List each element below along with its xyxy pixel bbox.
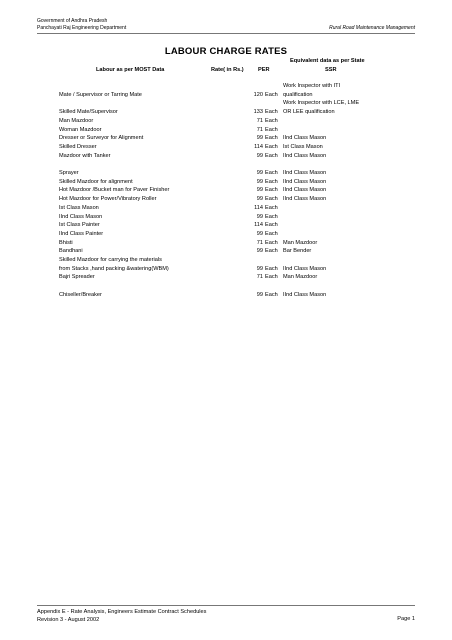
rate-value: 120: [253, 91, 263, 98]
org-name: Government of Andhra Pradesh: [37, 18, 108, 24]
table-row: [0, 160, 452, 168]
table-row: [0, 204, 452, 212]
equivalent-ssr: IInd Class Mason: [283, 135, 327, 142]
table-row: [0, 99, 452, 107]
table-row: [0, 169, 452, 177]
per-unit: Each: [265, 170, 278, 176]
labour-name: Bandhani: [59, 248, 83, 255]
table-row: [0, 230, 452, 238]
per-unit: Each: [265, 117, 278, 124]
revision-date: Revision 3 - August 2002: [37, 617, 100, 623]
table-row: [0, 256, 452, 264]
equivalent-ssr: IInd Class Mason: [283, 178, 327, 185]
rate-value: 99: [256, 265, 263, 272]
labour-name: Sprayer: [59, 170, 79, 176]
equivalent-ssr: OR LEE qualification: [283, 109, 335, 116]
equivalent-ssr: IInd Class Mason: [283, 152, 327, 159]
labour-name: Man Mazdoor: [59, 117, 94, 124]
per-unit: Each: [265, 230, 278, 237]
equivalent-ssr: Ist Class Mason: [283, 143, 323, 150]
table-row: [0, 195, 452, 203]
labour-name: Mazdoor with Tanker: [59, 152, 111, 159]
table-row: [0, 178, 452, 186]
per-unit: Each: [265, 152, 278, 159]
rate-value: 133: [253, 109, 263, 116]
table-row: [0, 108, 452, 116]
labour-name: Ist Class Mason: [59, 204, 99, 211]
labour-name: Skilled Mazdoor for alignment: [59, 178, 133, 185]
department-name: Panchayati Raj Engineering Department: [37, 25, 127, 31]
labour-name: IInd Class Painter: [59, 230, 104, 237]
labour-name: IInd Class Mason: [59, 213, 103, 220]
table-row: [0, 82, 452, 90]
footer-divider: [37, 605, 415, 606]
labour-header: Labour as per MOST Data: [96, 67, 165, 73]
rate-value: 114: [254, 222, 263, 229]
rate-value: 99: [256, 196, 263, 203]
labour-name: from Stacks ,hand packing &watering(WBM): [59, 265, 169, 272]
equivalent-ssr: qualification: [283, 91, 313, 98]
organization-block: [37, 18, 126, 32]
table-row: [0, 117, 452, 125]
rate-value: 99: [256, 187, 263, 194]
equivalent-ssr: Man Mazdoor: [283, 274, 318, 281]
table-row: [0, 152, 452, 160]
labour-name: Bajri Spreader: [59, 274, 95, 281]
labour-name: Skilled Mazdoor for carrying the materials: [59, 257, 162, 263]
equivalent-ssr: Man Mazdoor: [283, 239, 318, 246]
rate-value: 71: [256, 117, 263, 124]
per-unit: Each: [265, 222, 278, 229]
page-title: LABOUR CHARGE RATES: [164, 46, 288, 57]
table-row: [0, 265, 452, 273]
rate-value: 99: [256, 135, 263, 142]
table-row: [0, 239, 452, 247]
table-row: [0, 273, 452, 281]
equivalent-ssr: Bar Bender: [283, 248, 312, 255]
appendix-title: Appendix E - Rate Analysis, Engineers Estimate Contract Schedules: [37, 609, 207, 615]
per-unit: Each: [265, 91, 278, 98]
labour-name: Dresser or Surveyor for Alignment: [59, 135, 144, 142]
per-unit: Each: [265, 187, 278, 194]
rate-value: 71: [256, 274, 263, 281]
table-row: [0, 221, 452, 229]
table-row: [0, 291, 452, 299]
labour-name: Mate / Supervisor or Tarring Mate: [59, 91, 142, 98]
per-unit: Each: [265, 204, 278, 211]
rate-value: 71: [256, 126, 263, 133]
labour-name: Bhisti: [59, 239, 73, 246]
per-unit: Each: [265, 178, 278, 185]
table-row: [0, 186, 452, 194]
per-unit: Each: [265, 239, 278, 246]
equivalent-header-line1: Equivalent data as per State: [290, 58, 365, 64]
per-unit: Each: [265, 196, 278, 203]
rate-value: 99: [256, 178, 263, 185]
rate-value: 99: [256, 152, 263, 159]
table-row: [0, 247, 452, 255]
rate-value: 114: [254, 143, 263, 150]
labour-name: Skilled Dresser: [59, 143, 97, 150]
table-row: [0, 282, 452, 290]
labour-name: Hot Mazdoor for Power/Vibratory Roller: [59, 196, 157, 203]
equivalent-ssr: IInd Class Mason: [283, 187, 327, 194]
per-header: PER: [258, 67, 270, 73]
document-series: Rural Road Maintenance Management: [329, 25, 415, 31]
labour-name: Ist Class Painter: [59, 222, 100, 229]
table-row: [0, 126, 452, 134]
equivalent-ssr: IInd Class Mason: [283, 265, 327, 272]
equivalent-ssr: Work Inspector with ITI: [283, 83, 341, 89]
per-unit: Each: [265, 274, 278, 281]
equivalent-header-line2: SSR: [325, 67, 337, 73]
rate-value: 114: [254, 204, 263, 211]
table-row: [0, 213, 452, 221]
labour-name: Skilled Mate/Supervisor: [59, 109, 118, 116]
page-number: Page 1: [397, 616, 415, 622]
labour-name: Woman Mazdoor: [59, 126, 102, 133]
per-unit: Each: [265, 126, 278, 133]
table-row: [0, 134, 452, 142]
per-unit: Each: [265, 248, 278, 255]
equivalent-ssr: IInd Class Mason: [283, 291, 327, 298]
equivalent-ssr: Work Inspector with LCE, LME: [283, 100, 360, 107]
labour-name: Chiseller/Breaker: [59, 291, 102, 298]
rate-value: 99: [256, 213, 263, 220]
table-row: [0, 91, 452, 99]
rate-value: 99: [256, 170, 263, 176]
footer-info: [37, 608, 206, 624]
equivalent-ssr: IInd Class Mason: [283, 170, 327, 176]
table-row: [0, 143, 452, 151]
per-unit: Each: [265, 109, 278, 116]
rate-value: 99: [256, 230, 263, 237]
per-unit: Each: [265, 135, 278, 142]
header-divider: [37, 33, 415, 34]
per-unit: Each: [265, 143, 278, 150]
per-unit: Each: [265, 291, 278, 298]
equivalent-ssr: IInd Class Mason: [283, 196, 327, 203]
per-unit: Each: [265, 265, 278, 272]
rate-header: Rate( in Rs.): [211, 67, 244, 73]
rate-value: 71: [256, 239, 263, 246]
labour-name: Hot Mazdoor /Bucket man for Paver Finisher: [59, 187, 170, 194]
per-unit: Each: [265, 213, 278, 220]
rate-value: 99: [256, 291, 263, 298]
rate-value: 99: [256, 248, 263, 255]
